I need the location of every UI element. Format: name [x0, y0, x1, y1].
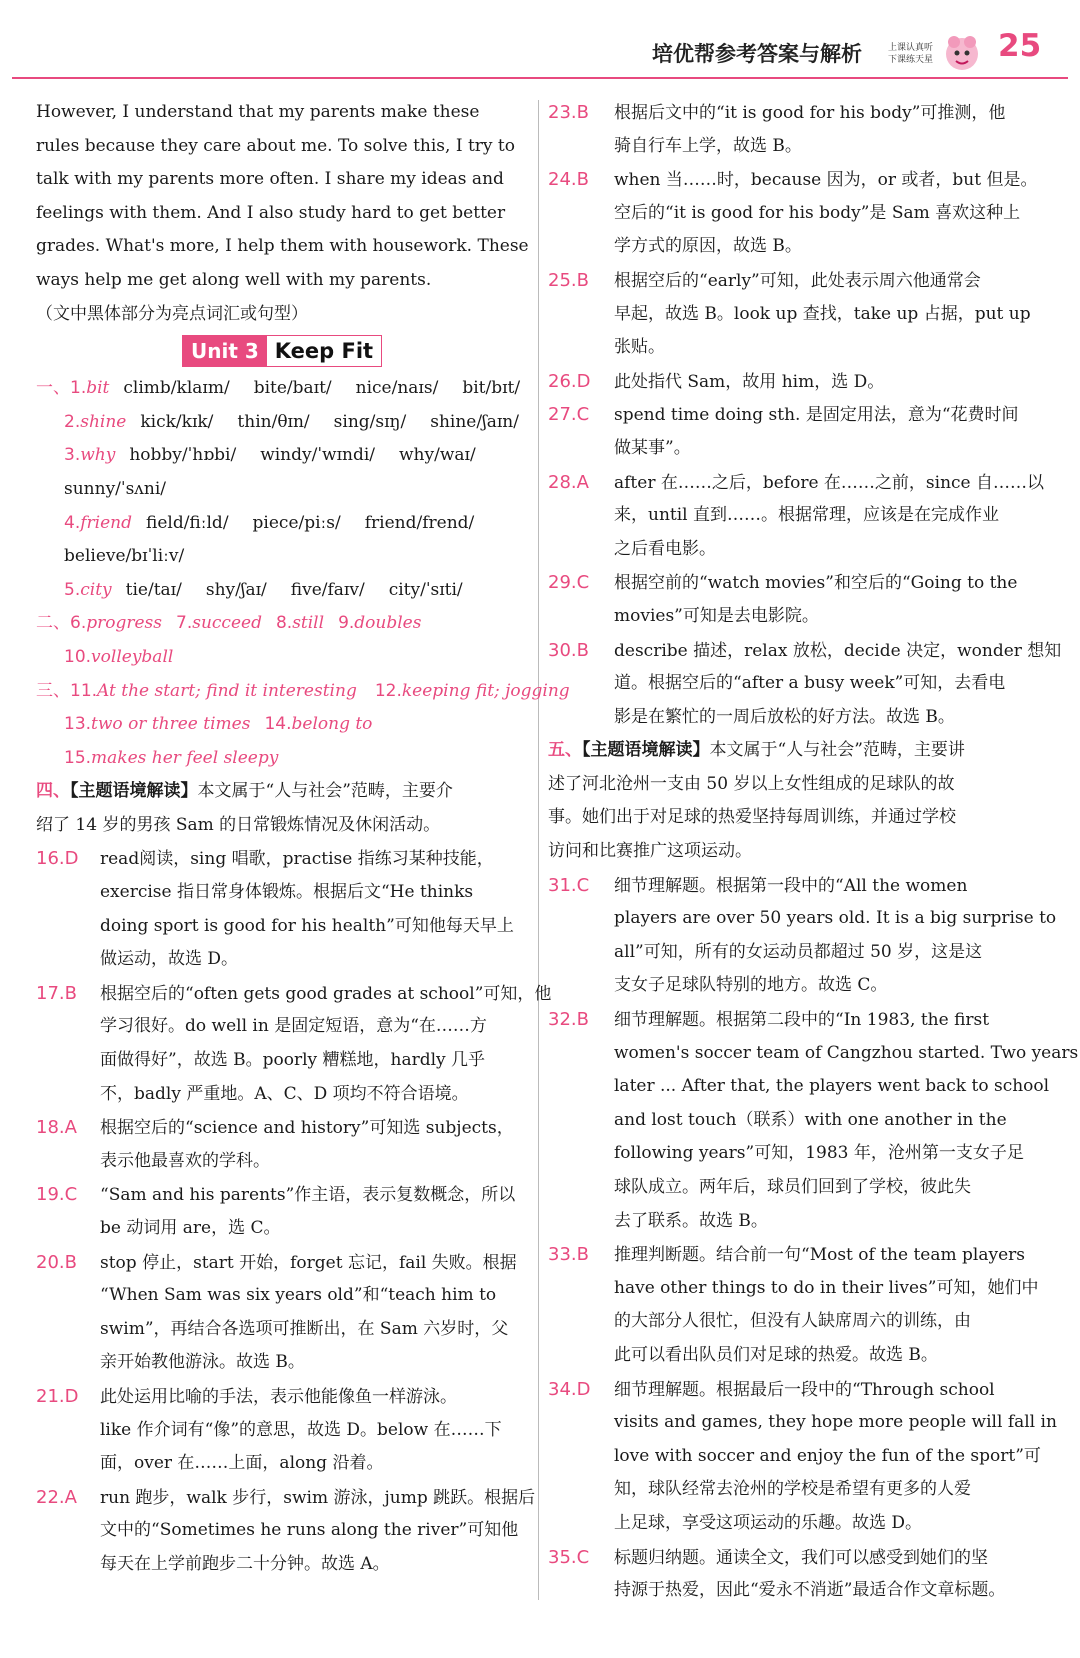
answer-line: swim”，再结合各选项可推断出，在 Sam 六岁时，父 — [100, 1318, 509, 1339]
part-two-row — [36, 607, 526, 641]
item-number: 6. — [70, 613, 87, 634]
answer-line: be 动词用 are，选 C。 — [100, 1218, 281, 1238]
part-four-heading: 【主题语境解读】 — [70, 781, 198, 802]
answer-number: 20.B — [36, 1251, 77, 1273]
item-number: 11. — [70, 680, 98, 701]
unit-number: Unit 3 — [183, 336, 267, 366]
part-one — [36, 372, 526, 607]
answer-line: 每天在上学前跑步二十分钟。故选 A。 — [100, 1553, 390, 1574]
phonetic-word: five/faɪv/ — [290, 579, 365, 600]
part-three-marker: 三、 — [36, 680, 70, 701]
item-number: 5. — [64, 579, 81, 600]
item-number: 15. — [64, 747, 92, 768]
part-five-intro-line — [548, 734, 1040, 768]
answer-block — [548, 869, 1057, 1003]
item-number: 7. — [176, 613, 193, 634]
handwritten-answer: shine — [80, 411, 127, 432]
answer-line: women's soccer team of Cangzhou started. Two years — [614, 1042, 1079, 1063]
answer-line — [548, 163, 1040, 197]
handwritten-answer: why — [80, 445, 116, 466]
part-five-heading: 【主题语境解读】 — [582, 740, 710, 761]
phonetic-word: climb/klaɪm/ — [123, 378, 230, 399]
answer-line — [36, 842, 526, 876]
phonetic-word: hobby/ˈhɒbi/ — [129, 445, 237, 466]
answer-number: 34.D — [548, 1378, 591, 1400]
phonetic-word: kick/kɪk/ — [140, 411, 214, 432]
part-five-intro-line: 述了河北沧州一支由 50 岁以上女性组成的足球队的故 — [548, 773, 955, 794]
answer-line — [548, 1003, 1040, 1037]
answer-line — [548, 634, 1062, 668]
answer-line: “When Sam was six years old”和“teach him to — [100, 1285, 497, 1306]
header-divider — [12, 77, 1068, 79]
answer-line: doing sport is good for his health”可知他每天早上 — [100, 915, 514, 936]
answer-number: 27.C — [548, 404, 590, 426]
answer-line: 文中的“Sometimes he runs along the river”可知他 — [100, 1520, 519, 1541]
answer-block — [548, 398, 1040, 465]
unit-badge — [182, 335, 382, 367]
answer-number: 29.C — [548, 572, 590, 594]
column-divider — [538, 100, 539, 1600]
answer-number: 33.B — [548, 1244, 589, 1266]
phonetics-row — [36, 406, 526, 440]
answer-number: 19.C — [36, 1184, 78, 1206]
part-five-intro-text: 本文属于“人与社会”范畴，主要讲 — [709, 740, 965, 761]
answer-block — [36, 1481, 536, 1582]
part-five-marker: 五、 — [548, 740, 582, 761]
answer-line: 支女子足球队特别的地方。故选 C。 — [614, 975, 888, 996]
part-two-marker: 二、 — [36, 613, 70, 634]
answer-block — [548, 466, 1045, 567]
phonetic-word: bit/bɪt/ — [462, 378, 521, 399]
answer-line: 之后看电影。 — [614, 538, 716, 559]
answer-text: read阅读，sing 唱歌，practise 指练习某种技能， — [100, 849, 494, 870]
header-slogan — [888, 42, 933, 66]
answer-text: describe 描述，relax 放松，decide 决定，wonder 想知 — [614, 640, 1062, 661]
handwritten-answer: volleyball — [91, 646, 174, 667]
phonetics-row — [36, 473, 526, 507]
answer-line: love with soccer and enjoy the fun of the sport”可 — [614, 1445, 1041, 1466]
answer-block — [548, 1373, 1057, 1541]
part-three-row — [36, 742, 526, 776]
phonetic-word: why/waɪ/ — [399, 445, 476, 466]
answer-line: 亲开始教他游泳。故选 B。 — [100, 1352, 305, 1373]
answer-number: 24.B — [548, 169, 589, 191]
slogan-line-1: 上课认真听 — [888, 43, 934, 53]
handwritten-answer: bit — [86, 378, 110, 399]
answer-number: 31.C — [548, 874, 590, 896]
handwritten-answer: doubles — [354, 613, 422, 634]
answer-block — [548, 634, 1062, 735]
item-number: 4. — [64, 512, 81, 533]
answer-number: 17.B — [36, 982, 77, 1004]
answer-line: 空后的“it is good for his body”是 Sam 喜欢这种上 — [614, 202, 1021, 223]
handwritten-answer: city — [80, 579, 112, 600]
item-number: 12. — [374, 680, 402, 701]
part-three-row — [36, 675, 570, 709]
answer-line: 球队成立。两年后，球员们回到了学校，彼此失 — [614, 1177, 971, 1197]
phonetics-row — [36, 540, 526, 574]
part-five-intro-line: 事。她们出于对足球的热爱坚持每周训练，并通过学校 — [548, 807, 956, 828]
item-number: 2. — [64, 411, 81, 432]
answer-text: spend time doing sth. 是固定用法，意为“花费时间 — [614, 405, 1019, 426]
answer-text: “Sam and his parents”作主语，表示复数概念，所以 — [100, 1185, 516, 1206]
answer-number: 25.B — [548, 269, 589, 291]
essay-line: （文中黑体部分为亮点词汇或句型） — [36, 303, 308, 324]
answer-line: 去了联系。故选 B。 — [614, 1210, 768, 1231]
page-header — [0, 0, 1080, 78]
item-number: 13. — [64, 714, 92, 735]
answer-text: when 当……时，because 因为，or 或者，but 但是。 — [614, 170, 1038, 191]
handwritten-answer: two or three times — [91, 714, 251, 735]
handwritten-answer: friend — [80, 512, 132, 533]
answer-line: players are over 50 years old. It is a big surprise to — [614, 908, 1057, 929]
part-four-marker: 四、 — [36, 781, 70, 802]
answer-line: 做某事”。 — [614, 437, 691, 458]
phonetic-word: windy/ˈwɪndi/ — [260, 445, 375, 466]
answer-line: have other things to do in their lives”可知，她们中 — [614, 1277, 1039, 1298]
essay-line: rules because they care about me. To solve this, I try to — [36, 135, 515, 156]
phonetic-word: tie/taɪ/ — [125, 579, 182, 600]
answer-block — [548, 1003, 1079, 1238]
answers-23-30 — [548, 96, 1062, 734]
answer-text: 根据后文中的“it is good for his body”可推测，他 — [614, 103, 1006, 123]
answer-line — [548, 869, 1040, 903]
phonetic-word: sunny/ˈsʌni/ — [64, 478, 167, 499]
answer-block — [548, 163, 1040, 264]
answers-31-35 — [548, 869, 1079, 1608]
answer-text: 根据空前的“watch movies”和空后的“Going to the — [614, 573, 1018, 594]
unit-name: Keep Fit — [267, 336, 381, 366]
answer-line — [548, 264, 1040, 298]
answer-line: following years”可知，1983 年，沧州第一支女子足 — [614, 1143, 1024, 1164]
answer-line: 表示他最喜欢的学科。 — [100, 1150, 270, 1171]
answer-line — [36, 1380, 526, 1414]
part-two — [36, 607, 526, 674]
answer-block — [36, 1380, 526, 1481]
phonetics-row — [36, 507, 526, 541]
mascot-logo-icon — [940, 30, 984, 74]
answer-line: 知，球队经常去沧州的学校是希望有更多的人爱 — [614, 1479, 971, 1500]
answer-line: like 作介词有“像”的意思，故选 D。below 在……下 — [100, 1419, 502, 1440]
answer-text: 细节理解题。根据第一段中的“All the women — [614, 875, 968, 896]
answer-text: 根据空后的“often gets good grades at school”可知，他 — [100, 983, 552, 1004]
answer-block — [548, 1238, 1040, 1372]
answer-line: 持源于热爱，因此“爱永不消逝”最适合作文章标题。 — [614, 1580, 1006, 1601]
answer-line: 的大部分人很忙，但没有人缺席周六的训练，由 — [614, 1311, 971, 1332]
answer-line — [36, 977, 552, 1011]
answer-number: 18.A — [36, 1117, 77, 1139]
part-five-intro-line: 访问和比赛推广这项运动。 — [548, 841, 752, 862]
answer-line — [548, 466, 1045, 500]
answer-line: exercise 指日常身体锻炼。根据后文“He thinks — [100, 882, 474, 903]
answer-number: 21.D — [36, 1385, 79, 1407]
answer-line — [548, 1541, 1040, 1575]
answer-block — [548, 1541, 1040, 1608]
phonetic-word: nice/naɪs/ — [355, 378, 439, 399]
part-one-marker: 一、 — [36, 378, 70, 399]
item-number: 10. — [64, 646, 92, 667]
answer-block — [36, 977, 552, 1111]
essay-line: However, I understand that my parents make these — [36, 102, 480, 122]
answer-number: 23.B — [548, 102, 589, 123]
answer-line: visits and games, they hope more people will fall in — [614, 1412, 1057, 1433]
essay-line: ways help me get along well with my parents. — [36, 269, 432, 290]
phonetics-row — [36, 372, 526, 406]
part-four-intro — [36, 775, 526, 842]
answer-line — [548, 1373, 1040, 1407]
phonetics-row — [36, 439, 526, 473]
item-number: 9. — [338, 613, 355, 634]
phonetic-word: thin/θɪn/ — [237, 411, 310, 432]
phonetic-word: piece/piːs/ — [252, 512, 341, 533]
answer-line: 来，until 直到……。根据常理，应该是在完成作业 — [614, 505, 1000, 526]
answer-number: 30.B — [548, 639, 589, 661]
answer-block — [548, 264, 1040, 365]
answer-line: 面做得好”，故选 B。poorly 糟糕地，hardly 几乎 — [100, 1050, 486, 1071]
answer-number: 22.A — [36, 1486, 77, 1508]
answer-line — [548, 1238, 1040, 1272]
answer-line: 影是在繁忙的一周后放松的好方法。故选 B。 — [614, 706, 955, 727]
item-number: 3. — [64, 445, 81, 466]
part-five-intro — [548, 734, 1040, 868]
phonetic-word: shy/ʃaɪ/ — [205, 579, 267, 600]
answer-line: 学方式的原因，故选 B。 — [614, 236, 802, 257]
answer-line: and lost touch（联系）with one another in the — [614, 1109, 1007, 1130]
phonetic-word: believe/bɪˈliːv/ — [64, 546, 185, 567]
answer-block — [548, 96, 1040, 163]
answer-text: 推理判断题。结合前一句“Most of the team players — [614, 1245, 1025, 1266]
answer-text: 标题归纳题。通读全文，我们可以感受到她们的坚 — [614, 1547, 988, 1568]
essay-line: feelings with them. And I also study hard to get better — [36, 202, 506, 223]
answer-block — [36, 842, 526, 976]
unit-heading — [36, 331, 526, 372]
answer-text: after 在……之后，before 在……之前，since 自……以 — [614, 472, 1045, 493]
handwritten-answer: keeping fit; jogging — [401, 680, 570, 701]
item-number: 8. — [275, 613, 293, 634]
answer-line: later ... After that, the players went back to school — [614, 1076, 1050, 1097]
answer-number: 35.C — [548, 1546, 590, 1568]
answer-line: 面，over 在……上面，along 沿着。 — [100, 1453, 384, 1474]
handwritten-answer: makes her feel sleepy — [91, 747, 279, 768]
phonetic-word: bite/baɪt/ — [253, 378, 332, 399]
answer-line: movies”可知是去电影院。 — [614, 605, 819, 626]
phonetic-word: sing/sɪŋ/ — [333, 411, 407, 432]
answer-line — [548, 566, 1040, 600]
item-number: 14. — [264, 714, 292, 735]
answer-line — [548, 365, 1040, 399]
answer-line — [36, 1481, 536, 1515]
essay-line: grades. What's more, I help them with housework. These — [36, 236, 529, 257]
answer-text: 此处运用比喻的手法，表示他能像鱼一样游泳。 — [100, 1386, 457, 1407]
answer-line: all”可知，所有的女运动员都超过 50 岁，这是这 — [614, 941, 983, 962]
answer-line: 道。根据空后的“after a busy week”可知，去看电 — [614, 673, 1006, 694]
answer-text: stop 停止，start 开始，forget 忘记，fail 失败。根据 — [100, 1252, 517, 1273]
answer-line — [36, 1178, 526, 1212]
answer-number: 28.A — [548, 471, 589, 493]
phonetic-word: field/fiːld/ — [145, 512, 229, 533]
answer-line: 不，badly 严重地。A、C、D 项均不符合语境。 — [100, 1083, 469, 1104]
answer-line: 骑自行车上学，故选 B。 — [614, 135, 802, 156]
answer-block — [548, 365, 1040, 399]
answer-text: 根据空后的“early”可知，此处表示周六他通常会 — [614, 270, 981, 291]
answer-text: 根据空后的“science and history”可知选 subjects， — [100, 1118, 514, 1139]
answer-line: 张贴。 — [614, 337, 665, 358]
handwritten-answer: At the start; find it interesting — [97, 680, 357, 701]
answer-block — [36, 1246, 526, 1380]
answer-text: 细节理解题。根据第二段中的“In 1983, the first — [614, 1010, 990, 1031]
right-column — [548, 96, 1079, 1608]
phonetic-word: shine/ʃaɪn/ — [430, 411, 519, 432]
answer-line — [548, 96, 1040, 130]
phonetic-word: city/ˈsɪti/ — [388, 579, 463, 600]
essay-block — [36, 96, 529, 331]
essay-line: talk with my parents more often. I share my ideas and — [36, 169, 504, 190]
answer-line: 学习很好。do well in 是固定短语，意为“在……方 — [100, 1016, 487, 1037]
slogan-line-2: 下课练天星 — [888, 55, 934, 65]
answer-line: 做运动，故选 D。 — [100, 949, 239, 970]
phonetic-word: friend/frend/ — [364, 512, 475, 533]
answer-text: run 跑步，walk 步行，swim 游泳，jump 跳跃。根据后 — [100, 1487, 536, 1508]
header-title: 培优帮参考答案与解析 — [652, 42, 862, 66]
answer-line — [36, 1111, 526, 1145]
answer-line: 此可以看出队员们对足球的热爱。故选 B。 — [614, 1344, 938, 1365]
part-three-row — [36, 708, 526, 742]
answer-block — [36, 1178, 526, 1245]
answer-line — [548, 398, 1040, 432]
answers-16-22 — [36, 842, 552, 1581]
part-four-intro-2: 绍了 14 岁的男孩 Sam 的日常锻炼情况及休闲活动。 — [36, 814, 441, 835]
part-four-intro-1: 本文属于“人与社会”范畴，主要介 — [197, 781, 453, 802]
answer-number: 32.B — [548, 1009, 589, 1031]
handwritten-answer: progress — [86, 613, 162, 634]
handwritten-answer: still — [292, 613, 325, 634]
part-three — [36, 675, 570, 776]
answer-line: 上足球，享受这项运动的乐趣。故选 D。 — [614, 1512, 923, 1533]
answer-line: 早起，故选 B。look up 查找，take up 占据，put up — [614, 303, 1031, 324]
answer-block — [36, 1111, 526, 1178]
answer-line — [36, 1246, 526, 1280]
item-number: 1. — [70, 378, 87, 399]
answer-number: 26.D — [548, 370, 591, 392]
answer-block — [548, 566, 1040, 633]
answer-text: 细节理解题。根据最后一段中的“Through school — [614, 1379, 995, 1400]
part-two-row — [36, 641, 526, 675]
phonetics-row — [36, 574, 526, 608]
answer-text: 此处指代 Sam，故用 him，选 D。 — [614, 371, 885, 392]
handwritten-answer: belong to — [291, 714, 373, 735]
page-number: 25 — [998, 28, 1042, 64]
answer-number: 16.D — [36, 848, 79, 870]
handwritten-answer: succeed — [192, 613, 262, 634]
